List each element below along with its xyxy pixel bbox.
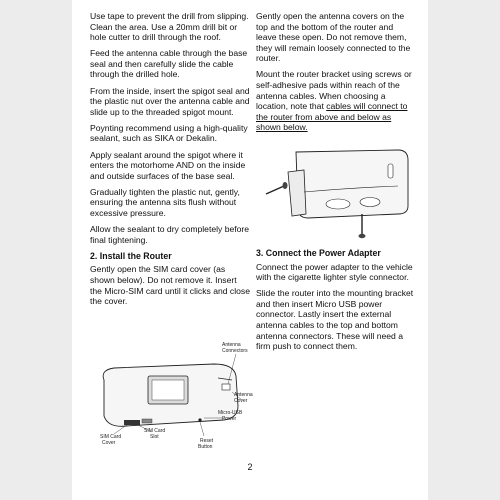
label-antenna-cover: Antenna Cover <box>234 392 253 404</box>
section-heading-connect-power: 3. Connect the Power Adapter <box>256 248 381 258</box>
paragraph: Feed the antenna cable through the base seal and then carefully slide the cable through the drilled hole. <box>90 48 248 80</box>
antenna-connector-port <box>222 384 230 390</box>
reset-button <box>198 418 201 421</box>
label-micro-usb-power: Micro-USB Power <box>218 410 243 422</box>
sim-card-slot <box>124 420 140 425</box>
router-display <box>152 380 184 400</box>
bracket-illustration <box>258 142 418 242</box>
right-column <box>256 11 416 139</box>
page-number: 2 <box>247 462 253 472</box>
paragraph: Allow the sealant to dry completely before final tightening. <box>90 224 250 245</box>
bracket-back <box>296 150 408 218</box>
screw-icon <box>266 182 288 194</box>
paragraph-mount-bracket <box>256 69 416 133</box>
mount-bracket-text: Mount the router bracket using screws or self-adhesive pads within reach of the antenna cables. When choosing a location, note that <box>256 69 412 112</box>
right-column-lower <box>256 248 416 357</box>
paragraph: Apply sealant around the spigot where it enters the motorhome AND on the inside and outside surfaces of the base seal. <box>90 149 246 181</box>
bracket-diagram <box>258 142 418 242</box>
router-illustration <box>86 340 256 450</box>
paragraph: From the inside, insert the spigot seal and the plastic nut over the antenna cable and slide up to the threaded spigot mount. <box>90 85 250 117</box>
paragraph: Poynting recommend using a high-quality sealant, such as SIKA or Dekalin. <box>90 122 248 144</box>
mount-bracket-note: cables will connect to the router from above and below as shown below. <box>256 101 408 133</box>
sim-card-cover <box>142 419 152 423</box>
paragraph: Gently open the SIM card cover (as shown below). Do not remove it. Insert the Micro-SIM card until it clicks and close the cover. <box>90 264 250 307</box>
section-heading-install-router: 2. Install the Router <box>90 250 172 261</box>
paragraph: Gradually tighten the plastic nut, gently, ensuring the antenna sits flush without excessive pressure. <box>90 186 240 218</box>
label-sim-card-slot: SIM Card Slot <box>144 428 166 440</box>
router-diagram <box>86 340 256 450</box>
label-reset-button: Reset Button <box>198 438 214 450</box>
left-column <box>90 11 250 312</box>
label-sim-card-cover: SIM Card Cover <box>100 434 122 446</box>
paragraph: Slide the router into the mounting bracket and then insert Micro USB power connector. Lastly insert the external antenna cables to the top and bottom antenna connectors. These will need a firm push to connect them. <box>256 288 414 352</box>
label-antenna-connectors: Antenna Connectors <box>222 342 248 354</box>
paragraph: Use tape to prevent the drill from slipping. Clean the area. Use a 20mm drill bit or hole cutter to drill through the roof. <box>90 11 249 43</box>
document-page <box>72 0 428 500</box>
screw-icon <box>359 214 366 238</box>
paragraph: Connect the power adapter to the vehicle with the cigarette lighter style connector. <box>256 261 413 283</box>
paragraph: Gently open the antenna covers on the top and the bottom of the router and leave these open. Do not remove them, they will remain loosely connected to the router. <box>256 11 411 64</box>
